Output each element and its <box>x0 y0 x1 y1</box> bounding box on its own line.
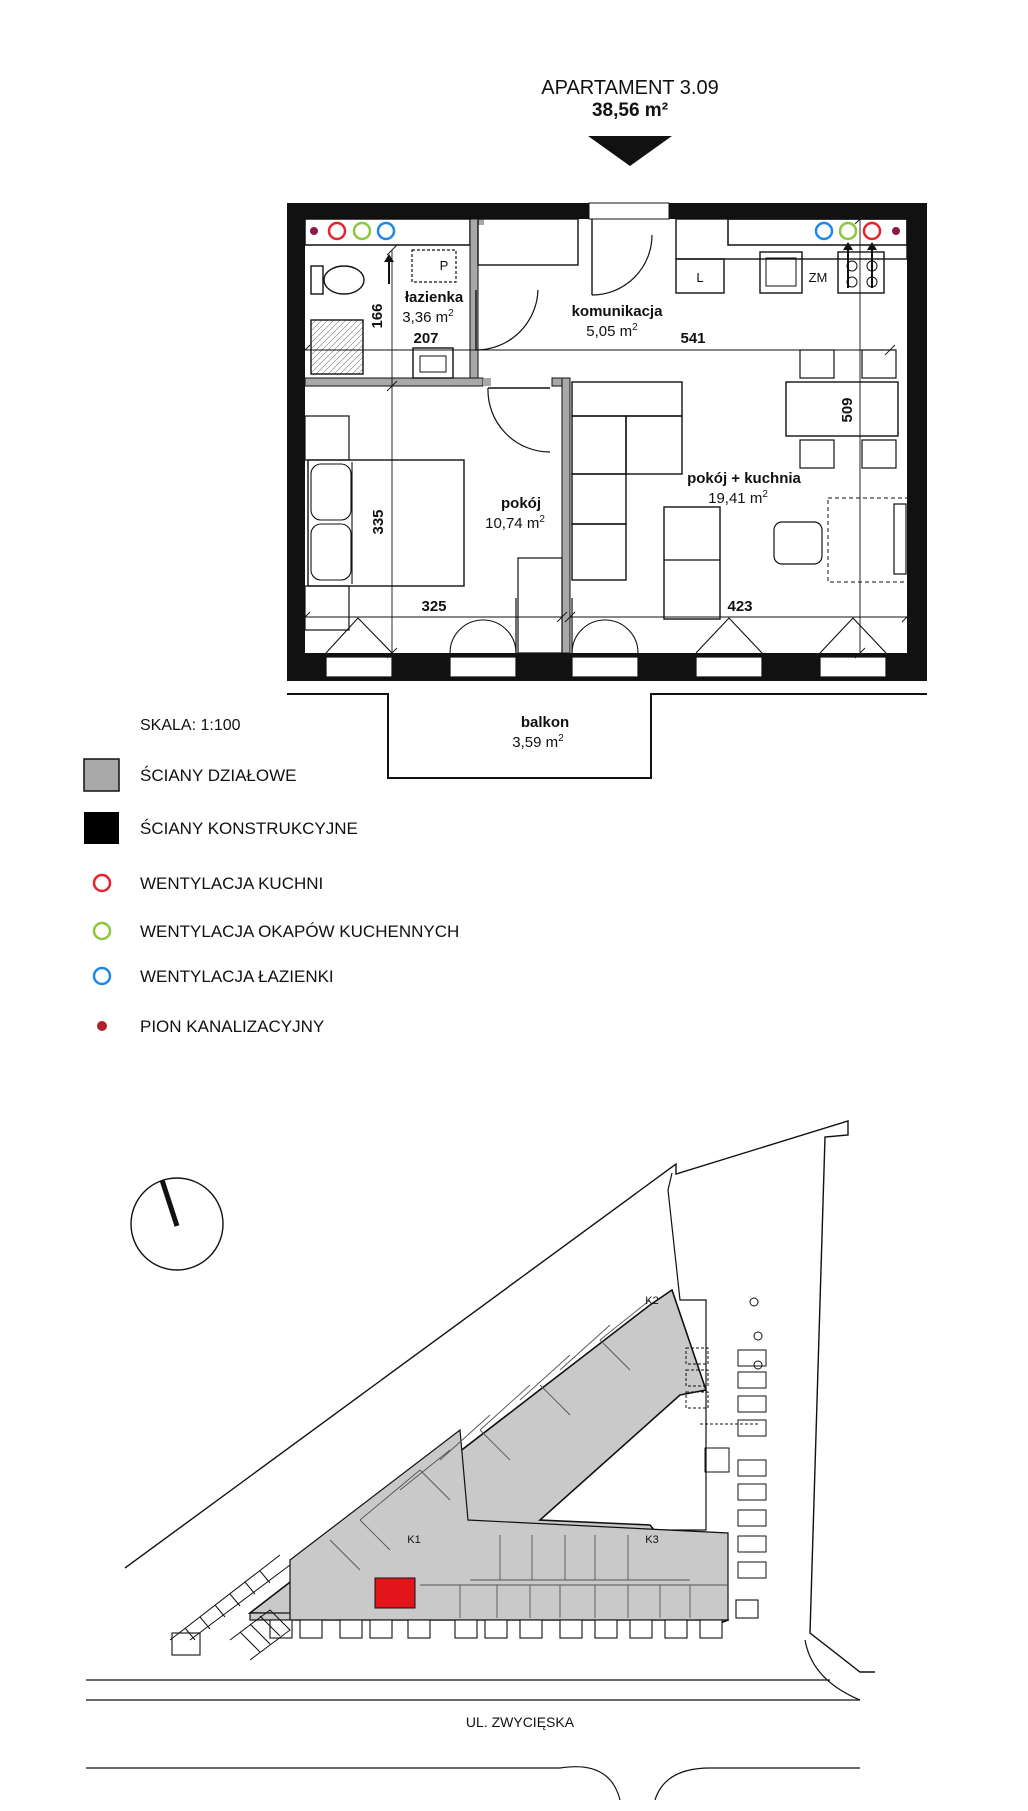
structural-wall-left <box>287 203 305 681</box>
legend-sewer-riser-icon <box>97 1021 107 1031</box>
room-area-balcony: 3,59 $m^2$ <box>512 733 564 751</box>
room-name-balcony: balkon <box>520 714 570 731</box>
scale-label: SKALA: 1:100 <box>140 717 241 734</box>
sewer-riser-icon <box>310 227 318 235</box>
dim-335: 335 <box>370 509 387 535</box>
room-area-living: 19,41 $m^2$ <box>708 489 768 507</box>
street-name: UL. ZWYCIĘSKA <box>465 1714 575 1730</box>
coffee-table <box>664 507 720 619</box>
staircase-label-k3: K3 <box>645 1534 659 1546</box>
street-curb <box>655 1768 860 1800</box>
legend-item-label: ŚCIANY KONSTRUKCYJNE <box>140 819 358 838</box>
nightstand <box>305 416 349 460</box>
structural-wall-top-left <box>287 203 589 219</box>
sofa-back <box>572 382 682 416</box>
chair <box>800 350 834 378</box>
structural-wall-right <box>907 203 927 681</box>
bathroom-door-swing <box>476 290 538 350</box>
pillow <box>311 464 351 520</box>
pillow <box>311 524 351 580</box>
apartment-area: 38,56 m² <box>591 100 669 121</box>
site-plan <box>86 1121 875 1800</box>
sofa-chaise <box>572 474 626 524</box>
entrance-arrow-icon <box>588 136 672 166</box>
dim-166: 166 <box>369 303 386 329</box>
toilet-icon <box>324 266 364 294</box>
north-compass-icon <box>131 1178 223 1270</box>
washer-label: P <box>439 258 449 273</box>
shower-icon <box>311 320 363 374</box>
street-curve <box>805 1640 860 1700</box>
radiator <box>894 504 906 574</box>
chair <box>800 440 834 468</box>
dim-207: 207 <box>413 330 439 347</box>
dim-423: 423 <box>727 598 753 615</box>
apartment-floor-plan <box>287 203 927 681</box>
structural-wall-top-right <box>669 203 927 219</box>
office-chair-icon <box>774 522 822 564</box>
staircase-label-k1: K1 <box>407 1534 421 1546</box>
kitchen-sink-basin <box>766 258 796 286</box>
entrance-door-swing <box>592 235 652 295</box>
room-name-hall: komunikacja <box>571 303 663 320</box>
sofa-seat <box>626 416 682 474</box>
partition-wall <box>305 378 483 386</box>
window-swing <box>696 618 762 653</box>
apartment-title: APARTAMENT 3.09 <box>541 77 719 99</box>
window <box>696 657 762 677</box>
entrance-door-opening <box>589 203 669 219</box>
room-name-bathroom: łazienka <box>404 289 464 306</box>
balcony-door <box>572 657 638 677</box>
sewer-riser-icon <box>892 227 900 235</box>
partition-wall <box>483 378 491 386</box>
sofa-chaise <box>572 524 626 580</box>
dim-509: 509 <box>839 397 856 423</box>
bedroom-door-swing <box>488 388 550 452</box>
cooktop-icon <box>838 252 884 293</box>
partition-wall <box>470 219 478 383</box>
room-name-bedroom: pokój <box>501 495 541 512</box>
legend-item-label: ŚCIANY DZIAŁOWE <box>140 766 297 785</box>
chair <box>862 350 896 378</box>
legend-item-label: WENTYLACJA KUCHNI <box>140 874 324 893</box>
staircase-label-k2: K2 <box>645 1295 659 1307</box>
room-area-hall: 5,05 $m^2$ <box>586 322 638 340</box>
legend-bathroom-vent-icon <box>94 968 110 984</box>
legend-black-square-icon <box>84 812 119 844</box>
nightstand <box>305 586 349 630</box>
sink-basin <box>420 356 446 372</box>
balcony <box>287 694 927 778</box>
washing-machine <box>412 250 456 282</box>
dim-325: 325 <box>421 598 447 615</box>
sofa-seat <box>572 416 626 474</box>
legend-kitchen-vent-icon <box>94 875 110 891</box>
legend <box>84 759 459 1036</box>
window-swing <box>326 618 392 653</box>
window-swing <box>820 618 886 653</box>
sink-icon <box>413 348 453 378</box>
partition-wall <box>562 378 570 653</box>
balcony-door <box>450 657 516 677</box>
room-area-bathroom: 3,36 $m^2$ <box>402 308 454 326</box>
vent-arrow-head-icon <box>384 254 394 262</box>
dishwasher-label: ZM <box>808 270 828 285</box>
wardrobe <box>478 219 578 265</box>
legend-item-label: WENTYLACJA OKAPÓW KUCHENNYCH <box>140 922 460 941</box>
window <box>820 657 886 677</box>
legend-item-label: WENTYLACJA ŁAZIENKI <box>140 967 334 986</box>
legend-item-label: PION KANALIZACYJNY <box>140 1017 325 1036</box>
fridge-label: L <box>696 270 704 285</box>
room-name-living: pokój + kuchnia <box>687 470 801 487</box>
chair <box>862 440 896 468</box>
window <box>326 657 392 677</box>
dim-541: 541 <box>680 330 706 347</box>
highlighted-apartment <box>375 1578 415 1608</box>
legend-grey-square-icon <box>84 759 119 791</box>
wardrobe <box>518 558 562 653</box>
balcony-door-swing <box>450 620 516 653</box>
legend-hood-vent-icon <box>94 923 110 939</box>
desk <box>828 498 908 582</box>
balcony-door-swing <box>572 620 638 653</box>
street-curb <box>86 1767 620 1800</box>
toilet-tank <box>311 266 323 294</box>
room-area-bedroom: 10,74 $m^2$ <box>485 514 545 532</box>
partition-wall <box>478 219 484 225</box>
